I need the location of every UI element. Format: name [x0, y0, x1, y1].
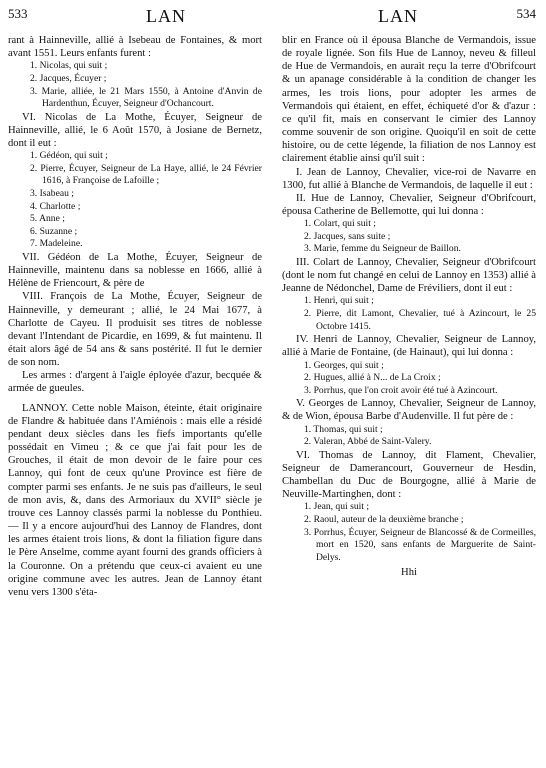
list-item: 3. Marie, femme du Seigneur de Baillon.	[304, 243, 461, 255]
list-item: 5. Anne ;	[30, 213, 65, 225]
paragraph: I. Jean de Lannoy, Chevalier, vice-roi de Navarre en 1300, fut allié à Blanche de Vermandois, de laquelle il eut :	[282, 166, 536, 191]
paragraph: Les armes : d'argent à l'aigle éployée d'azur, becquée & armée de gueules.	[8, 370, 262, 395]
list-item: 3. Marie, alliée, le 21 Mars 1550, à Antoine d'Anvin de Hardenthun, Écuyer, Seigneur d'Ochancourt.	[30, 85, 262, 110]
list-item: 4. Charlotte ;	[30, 200, 81, 212]
list-item: 2. Hugues, allié à N... de La Croix ;	[304, 372, 441, 384]
running-title-left: LAN	[146, 6, 186, 26]
list-item: 2. Raoul, auteur de la deuxième branche ;	[304, 514, 464, 526]
list-item: 1. Thomas, qui suit ;	[304, 423, 383, 435]
right-column-body	[282, 34, 536, 564]
right-column	[282, 34, 536, 580]
list-item: 3. Porrhus, Écuyer, Seigneur de Blancossé & de Cormeilles, mort en 1520, sans enfants de Marguerite de Saint-Delys.	[304, 526, 536, 563]
list-item: 6. Suzanne ;	[30, 225, 78, 237]
paragraph: III. Colart de Lannoy, Chevalier, Seigneur d'Obrifcourt (dont le nom fut changé en celui de Lannoy en 1353) allié à Jeanne de Nédonchel, Dame de Fréviliers, dont il eut :	[282, 256, 536, 295]
list-item: 1. Jean, qui suit ;	[304, 501, 370, 513]
list-item: 2. Valeran, Abbé de Saint-Valery.	[304, 436, 432, 448]
list-item: 2. Jacques, Écuyer ;	[30, 72, 107, 84]
list-item: 1. Henri, qui suit ;	[304, 295, 374, 307]
paragraph: VI. Nicolas de La Mothe, Écuyer, Seigneur de Hainneville, allié, le 6 Août 1570, à Josiane de Bernetz, dont il eut :	[8, 111, 262, 149]
page-number-right: 534	[516, 6, 536, 21]
running-title-right: LAN	[378, 6, 418, 26]
left-column	[8, 34, 262, 599]
list-item: 1. Nicolas, qui suit ;	[30, 60, 108, 72]
paragraph: II. Hue de Lannoy, Chevalier, Seigneur d'Obrifcourt, épousa Catherine de Bellemotte, qui lui donna :	[282, 192, 536, 218]
list-item: 2. Pierre, dit Lamont, Chevalier, tué à Azincourt, le 25 Octobre 1415.	[304, 308, 536, 332]
page-number-left: 533	[8, 6, 28, 21]
list-item: 3. Isabeau ;	[30, 187, 74, 199]
paragraph: VI. Thomas de Lannoy, dit Flament, Chevalier, Seigneur de Damerancourt, Gouverneur de Hesdin, Chambellan du Duc de Bourgogne, allié à Marie de Neuville-Martinghen, dont :	[282, 449, 536, 501]
paragraph: VII. Gédéon de La Mothe, Écuyer, Seigneur de Hainneville, maintenu dans sa noblesse en 1666, allié à Hélène de Friencourt, & père de	[8, 251, 262, 290]
list-item: 2. Pierre, Écuyer, Seigneur de La Haye, allié, le 24 Février 1616, à Françoise de Lafoille ;	[30, 162, 262, 187]
list-item: 3. Porrhus, que l'on croit avoir été tué à Azincourt.	[304, 384, 498, 396]
paragraph: VIII. François de La Mothe, Écuyer, Seigneur de Hainneville, y demeurant ; allié, le 24 Mai 1677, à Charlotte de Cayeu. Il produisit ses titres de noblesse devant l'Intendant de Picardie, en 1699, & fut maintenu. Il était alors âgé de 54 ans & sans postérité. Il fut le dernier de son nom.	[8, 291, 262, 369]
paragraph: rant à Hainneville, allié à Isebeau de Fontaines, & mort avant 1551. Leurs enfants furent :	[8, 35, 262, 60]
signature-mark: Hhi	[401, 567, 417, 579]
list-item: 1. Colart, qui suit ;	[304, 218, 376, 230]
paragraph: V. Georges de Lannoy, Chevalier, Seigneur de Lannoy, & de Wion, épousa Barbe d'Audenville. Il fut père de :	[282, 398, 536, 423]
list-item: 7. Madeleine.	[30, 238, 83, 250]
list-item: 1. Gédéon, qui suit ;	[30, 150, 108, 162]
paragraph: blir en France où il épousa Blanche de Vermandois, issue de royale lignée. Son fils Hue de Lannoy, neveu & filleul de Hue de Vermandois, en aurait reçu la terre d'Obrifcourt & un apanage considérable à la condition de changer les armes, les trois lions, pour adopter les armes de Vermandois qui étaient, en effet, échiqueté d'or & d'azur : ce qu'il fit, mais en conservant le cimier des Lannoy comme souvenir de son origine. Quoiqu'il en soit de cette histoire, ou de cette légende, la filiation de nos Lannoy est clairement établie ainsi qu'il suit :	[282, 35, 536, 165]
paragraph: IV. Henri de Lannoy, Chevalier, Seigneur de Lannoy, allié à Marie de Fontaine, (de Hainaut), qui lui donna :	[282, 334, 536, 359]
list-item: 2. Jacques, sans suite ;	[304, 230, 391, 242]
paragraph: LANNOY. Cette noble Maison, éteinte, était originaire de Flandre & habituée dans l'Amiénois : mais elle a résidé pendant deux siècles dans les fiefs importants qu'elle possédait en Vimeu ; & ce que j'ai fait pour les de Grouches, il était de mon devoir de le faire pour ces Lannoy, qui font de ceux qu'une Province est fière de compter parmi ses enfants. Je ne suis pas d'ailleurs, le seul de mon avis, &, dans des Armoriaux du XVII° siècle je trouve ces Lannoy classés parmi la noblesse du Ponthieu. — Il y a encore aujourd'hui des Lannoy de Flandres, dont les armes étaient trois lions, & dont la filiation figure dans le Père Anselme, comme ayant fourni des grands officiers à la Couronne. On a prétendu que ceux-ci avaient eu une origine commune avec les autres. Jean de Lannoy étant venu vers 1300 s'éta-	[8, 402, 262, 598]
list-item: 1. Georges, qui suit ;	[304, 359, 384, 371]
